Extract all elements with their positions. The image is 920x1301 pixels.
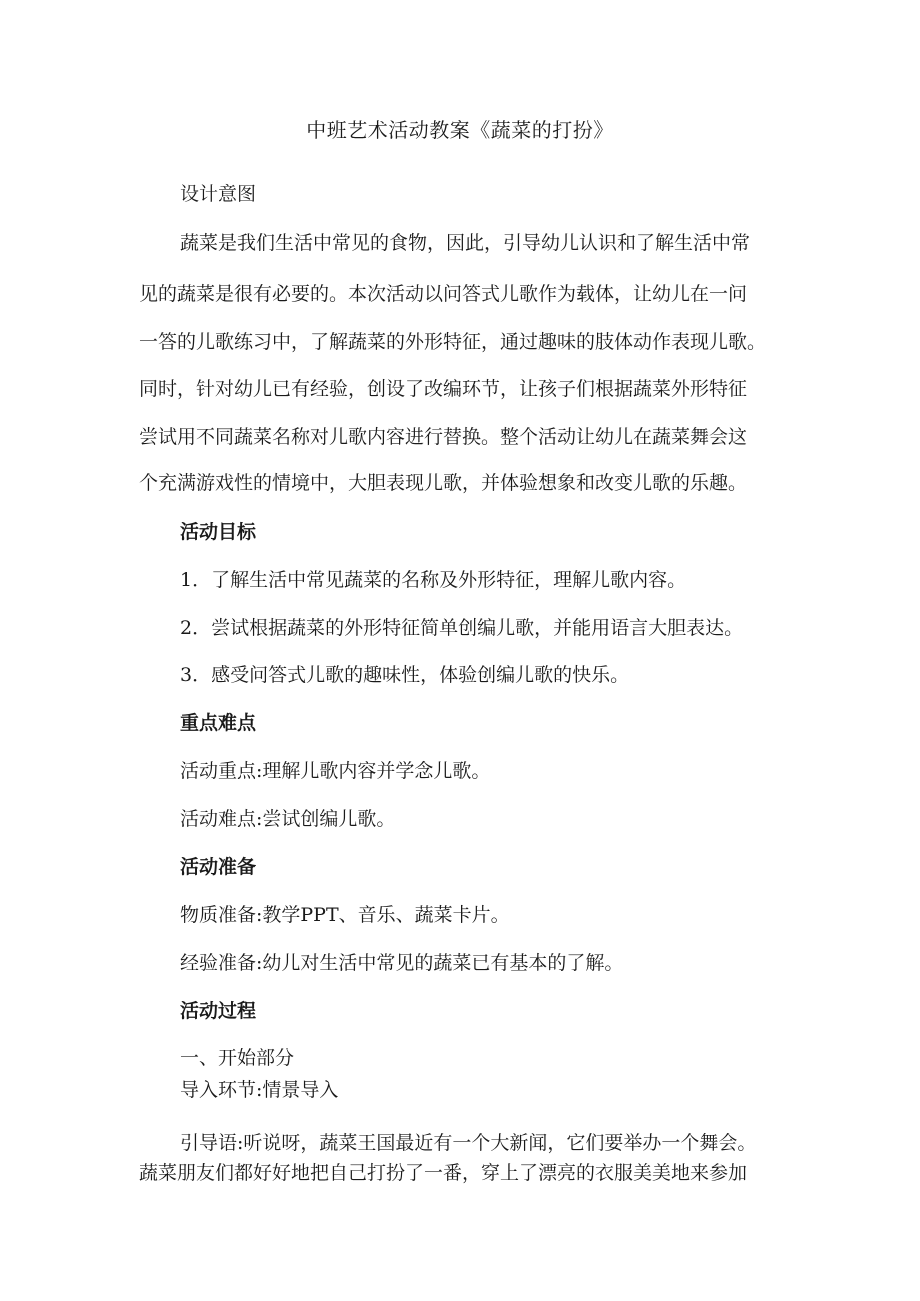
- section-heading-design-intent: 设计意图: [180, 183, 257, 205]
- preparation-material: 物质准备:教学PPT、音乐、蔬菜卡片。: [180, 904, 510, 926]
- key-point-difficulty: 活动难点:尝试创编儿歌。: [180, 808, 396, 830]
- paragraph-line: 见的蔬菜是很有必要的。本次活动以问答式儿歌作为载体，让幼儿在一问: [139, 283, 748, 305]
- process-intro: 导入环节:情景导入: [180, 1079, 339, 1101]
- section-heading-key-points: 重点难点: [180, 712, 257, 734]
- process-part-one: 一、开始部分: [180, 1047, 295, 1069]
- paragraph-line: 引导语:听说呀，蔬菜王国最近有一个大新闻，它们要举办一个舞会。: [180, 1132, 757, 1154]
- section-heading-goals: 活动目标: [180, 521, 257, 543]
- document-title: 中班艺术活动教案《蔬菜的打扮》: [306, 118, 614, 142]
- goal-item: 2．尝试根据蔬菜的外形特征简单创编儿歌，并能用语言大胆表达。: [180, 617, 744, 639]
- paragraph-line: 同时，针对幼儿已有经验，创设了改编环节，让孩子们根据蔬菜外形特征: [139, 378, 748, 400]
- paragraph-line: 一答的儿歌练习中，了解蔬菜的外形特征，通过趣味的肢体动作表现儿歌。: [139, 331, 767, 353]
- paragraph-line: 蔬菜是我们生活中常见的食物，因此，引导幼儿认识和了解生活中常: [180, 232, 751, 254]
- paragraph-line: 个充满游戏性的情境中，大胆表现儿歌，并体验想象和改变儿歌的乐趣。: [139, 472, 748, 494]
- preparation-experience: 经验准备:幼儿对生活中常见的蔬菜已有基本的了解。: [180, 952, 624, 974]
- paragraph-line: 蔬菜朋友们都好好地把自己打扮了一番，穿上了漂亮的衣服美美地来参加: [139, 1162, 748, 1184]
- goal-item: 1．了解生活中常见蔬菜的名称及外形特征，理解儿歌内容。: [180, 569, 687, 591]
- section-heading-process: 活动过程: [180, 1000, 257, 1022]
- key-point-focus: 活动重点:理解儿歌内容并学念儿歌。: [180, 760, 491, 782]
- paragraph-line: 尝试用不同蔬菜名称对儿歌内容进行替换。整个活动让幼儿在蔬菜舞会这: [139, 426, 748, 448]
- goal-item: 3．感受问答式儿歌的趣味性，体验创编儿歌的快乐。: [180, 664, 630, 686]
- section-heading-preparation: 活动准备: [180, 856, 257, 878]
